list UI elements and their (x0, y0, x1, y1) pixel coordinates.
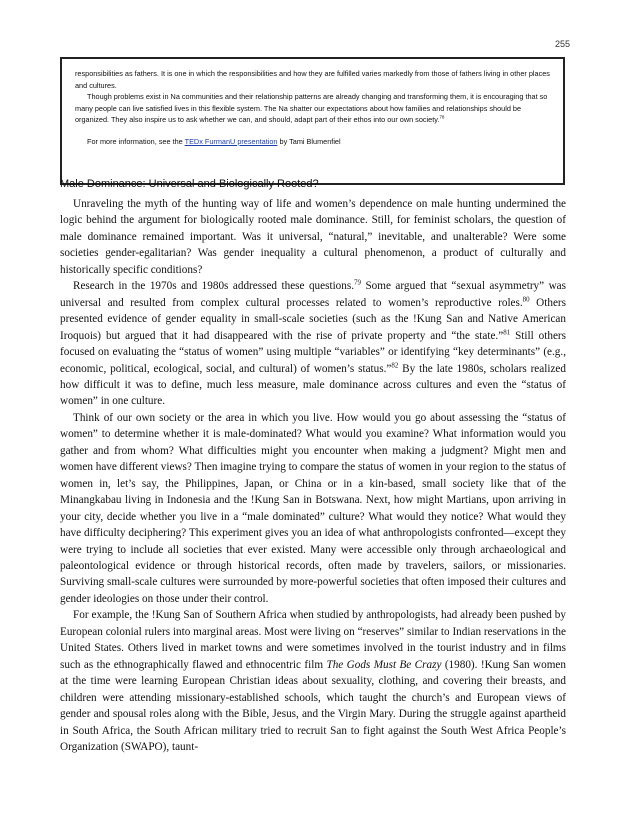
paragraph-text: Some argued that “sexual asymmetry” was universal and resulted from complex cultural processes related to women’s reproductive roles. (60, 280, 566, 309)
box-paragraph-text: Though problems exist in Na communities and their relationship patterns are already changing and transforming them, it is encouraging that so many people can live satisfied lives in this flexible system. The Na shatter our expectations about how families and relationships should be organized. They also inspire us to ask whether we can, and should, adapt part of their ethos into our own society. (75, 92, 548, 124)
footnote-ref[interactable]: 82 (391, 360, 399, 369)
footnote-ref[interactable]: 81 (503, 327, 511, 336)
paragraph (60, 278, 566, 410)
paragraph-text: Others presented evidence of gender equality in small-scale societies (such as the !Kung San and Native American Iroquois) but argued that it had disappeared with the rise of private property and “the state.” (60, 296, 566, 342)
tedx-presentation-link[interactable]: TEDx FurmanU presentation (184, 136, 278, 146)
paragraph-text: Research in the 1970s and 1980s addressed these questions. (73, 280, 355, 293)
paragraph: Think of our own society or the area in which you live. How would you go about assessing the “status of women” to determine whether it is male-dominated? What would you examine? What information would you gather and from whom? What difficulties might you encounter when making a judgment? Might men and women have different views? Then imagine trying to compare the status of women in your region to the status of women in, let’s say, the Philippines, Japan, or China or in a kin-based, small society like that of the Minangkabau living in Indonesia and the !Kung San in Botswana. Next, how might Martians, upon arriving in your city, decide whether you live in a “male dominated” culture? What would they notice? What would they have difficulty deciphering? This experiment gives you an idea of what anthropologists confronted—except they were trying to include all societies that ever existed. Many were accessible only through archaeological and paleontological evidence or through historical records, often made by travelers, sailors, or missionaries. Surviving small-scale cultures were surrounded by more-powerful societies that often imposed their cultures and gender ideologies on those under their control. (60, 411, 566, 605)
more-info-suffix: by Tami Blumenfiel (277, 136, 341, 146)
paragraph-text: For example, the !Kung San of Southern Africa when studied by anthropologists, had already been pushed by European colonial rulers into marginal areas. Most were living on “reserves” similar to Indian reservations in the United States. Others lived in market towns and were sometimes involved in the tourist industry and in films such as the ethnographically flawed and ethnocentric film (60, 609, 566, 671)
film-title: The Gods Must Be Crazy (326, 658, 442, 671)
paragraph (60, 607, 566, 755)
footnote-ref[interactable]: 80 (522, 294, 530, 303)
paragraph-text: By the late 1980s, scholars realized how difficult it was to define, much less measure, male dominance across cultures and even the “status of women” in one culture. (60, 362, 566, 408)
more-info-line (75, 136, 553, 148)
more-info-prefix: For more information, see the (87, 136, 185, 146)
paragraph-text: (1980). !Kung San women at the time were learning European Christian ideas about sexuality, clothing, and covering their breasts, and children were attending missionary-established schools, which taught the church’s and European views of gender and spousal roles along with the Bible, Jesus, and the Virgin Mary. During the struggle against apartheid in South Africa, the South African military tried to recruit San to fight against the South West Africa People’s Organization (SWAPO), taunt- (60, 658, 566, 753)
paragraph-text: Still others focused on evaluating the “status of women” using multiple “variables” or identifying “key determinants” (e.g., economic, political, ecological, social, and cultural) of women’s status.” (60, 329, 567, 375)
footnote-ref[interactable]: 79 (354, 278, 361, 287)
section-heading: Male Dominance: Universal and Biologically Rooted? (60, 178, 319, 190)
box-paragraph (75, 91, 553, 126)
paragraph: Unraveling the myth of the hunting way of life and women’s dependence on male hunting undermined the logic behind the argument for biologically rooted male dominance. Still, for feminist scholars, the question of male dominance remained important. Was it universal, “natural,” inevitable, and unalterable? Were some societies gender-egalitarian? Was gender inequality a cultural phenomenon, a product of culturally and historically specific conditions? (60, 198, 566, 276)
box-paragraph: responsibilities as fathers. It is one in which the responsibilities and how they are fulfilled varies markedly from those of fathers living in other places and cultures. (75, 69, 550, 90)
page-number: 255 (554, 39, 570, 49)
boxed-sidebar (60, 57, 565, 185)
body-text (60, 196, 566, 755)
footnote-ref[interactable]: 78 (439, 114, 445, 120)
